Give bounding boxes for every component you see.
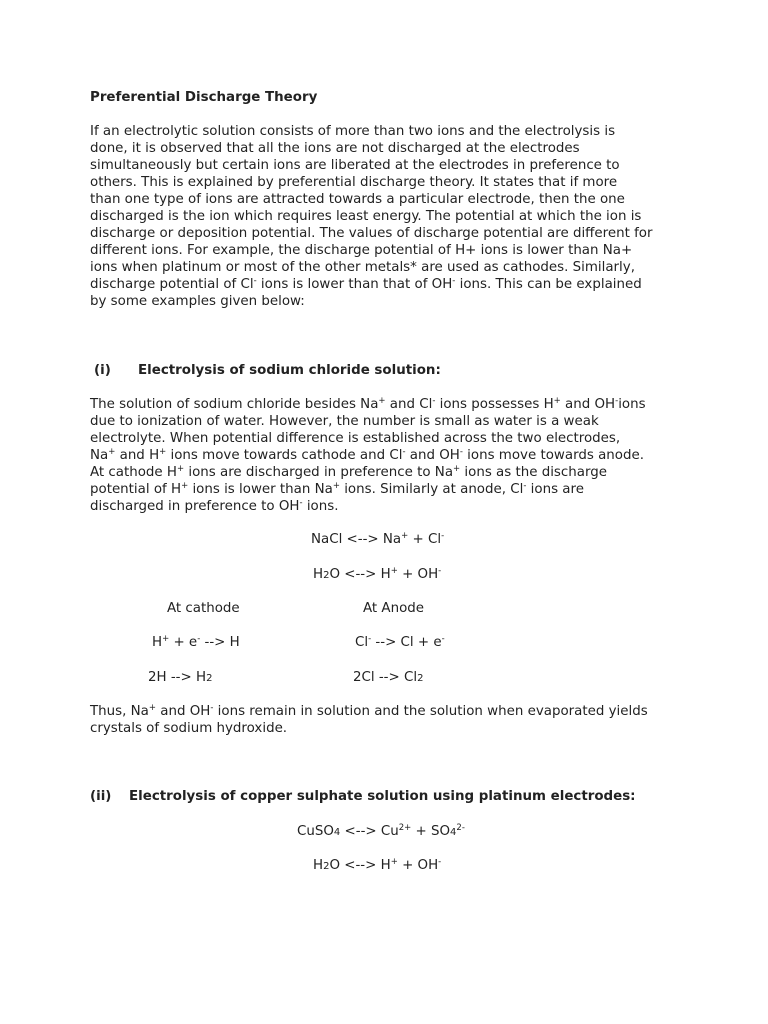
cathode-reaction-1: H+ + e- --> H <box>152 634 240 650</box>
text-line: than one type of ions are attracted towards a particular electrode, then the one <box>90 192 625 207</box>
text-line: others. This is explained by preferential discharge theory. It states that if more <box>90 175 618 190</box>
page-title: Preferential Discharge Theory <box>90 90 318 105</box>
text-line: discharged in preference to OH- ions. <box>90 498 339 514</box>
text-line: At cathode H+ ions are discharged in preference to Na+ ions as the discharge <box>90 464 607 480</box>
text-line: done, it is observed that all the ions are not discharged at the electrodes <box>90 141 580 156</box>
text-line: discharge or deposition potential. The values of discharge potential are different for <box>90 226 653 241</box>
anode-label: At Anode <box>363 601 425 616</box>
text-line: potential of H+ ions is lower than Na+ ions. Similarly at anode, Cl- ions are <box>90 481 584 497</box>
equation-water-2: H2O <--> H+ + OH- <box>313 857 442 873</box>
text-line: crystals of sodium hydroxide. <box>90 721 288 736</box>
text-line: different ions. For example, the discharge potential of H+ ions is lower than Na+ <box>90 243 633 258</box>
section-number: (i) <box>94 363 111 378</box>
equation-nacl: NaCl <--> Na+ + Cl- <box>311 531 445 547</box>
text-line: discharged is the ion which requires least energy. The potential at which the ion is <box>90 209 642 224</box>
text-line: The solution of sodium chloride besides Na+ and Cl- ions possesses H+ and OH-ions <box>90 396 646 412</box>
text-line: Thus, Na+ and OH- ions remain in solution and the solution when evaporated yields <box>90 703 648 719</box>
equation-cuso4: CuSO4 <--> $Cu^{2+} + SO4^{2-}$ <box>297 823 465 839</box>
anode-reaction-1: Cl- --> Cl + e- <box>355 634 445 650</box>
text-line: by some examples given below: <box>90 294 305 309</box>
text-line: electrolyte. When potential difference is established across the two electrodes, <box>90 431 621 446</box>
text-line: due to ionization of water. However, the number is small as water is a weak <box>90 414 599 429</box>
section-heading: Electrolysis of sodium chloride solution: <box>138 363 441 378</box>
cathode-reaction-2: 2H --> H2 <box>148 670 213 685</box>
anode-reaction-2: 2Cl --> Cl2 <box>353 670 424 685</box>
text-line: simultaneously but certain ions are liberated at the electrodes in preference to <box>90 158 620 173</box>
text-line: If an electrolytic solution consists of more than two ions and the electrolysis is <box>90 124 616 139</box>
text-line: discharge potential of Cl- ions is lower than that of OH- ions. This can be explained <box>90 276 642 292</box>
text-line: Na+ and H+ ions move towards cathode and Cl- and OH- ions move towards anode. <box>90 447 644 463</box>
section-heading: Electrolysis of copper sulphate solution using platinum electrodes: <box>129 789 636 804</box>
equation-water: H2O <--> H+ + OH- <box>313 566 442 582</box>
section-number: (ii) <box>90 789 112 804</box>
text-line: ions when platinum or most of the other metals* are used as cathodes. Similarly, <box>90 260 635 275</box>
cathode-label: At cathode <box>167 601 240 616</box>
